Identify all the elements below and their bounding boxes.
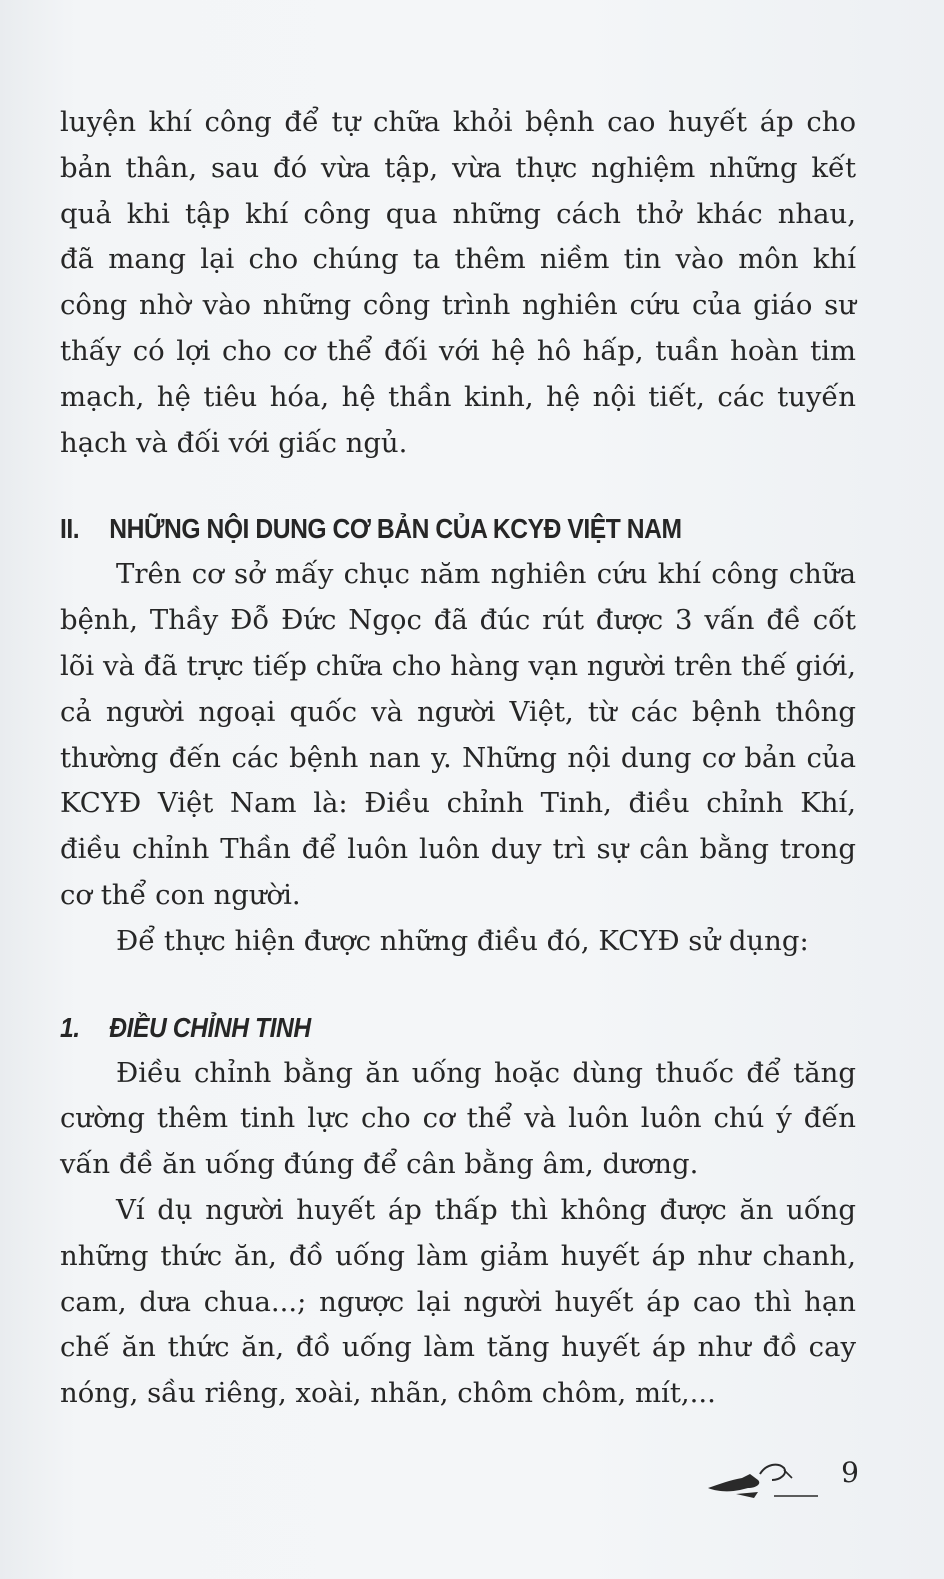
text-line: quả khi tập khí công qua những cách thở khác nhau,	[60, 197, 856, 230]
text-line: điều chỉnh Thần để luôn luôn duy trì sự cân bằng trong	[60, 833, 856, 866]
section-ii-paragraph-1	[60, 552, 856, 918]
text-line: cơ thể con người.	[60, 878, 301, 911]
text-line: thấy có lợi cho cơ thể đối với hệ hô hấp, tuần hoàn tim	[60, 334, 856, 367]
subsection-title: ĐIỀU CHỈNH TINH	[109, 1011, 311, 1043]
subsection-heading-1	[60, 1005, 760, 1051]
section-title: NHỮNG NỘI DUNG CƠ BẢN CỦA KCYĐ VIỆT NAM	[109, 513, 682, 545]
text-line: KCYĐ Việt Nam là: Điều chỉnh Tinh, điều chỉnh Khí,	[60, 787, 856, 820]
text-line: công nhờ vào những công trình nghiên cứu của giáo sư	[60, 289, 856, 322]
text-line: cường thêm tinh lực cho cơ thể và luôn luôn chú ý đến	[60, 1102, 856, 1135]
section-heading-ii	[60, 506, 760, 552]
intro-paragraph	[60, 100, 856, 466]
text-line: cả người ngoại quốc và người Việt, từ các bệnh thông	[60, 695, 856, 728]
text-line: lõi và đã trực tiếp chữa cho hàng vạn người trên thế giới,	[60, 649, 856, 682]
text-line: mạch, hệ tiêu hóa, hệ thần kinh, hệ nội tiết, các tuyến	[60, 380, 856, 413]
text-line: cam, dưa chua...; ngược lại người huyết áp cao thì hạn	[60, 1285, 856, 1318]
text-line: bản thân, sau đó vừa tập, vừa thực nghiệm những kết	[60, 151, 856, 184]
text-line: Điều chỉnh bằng ăn uống hoặc dùng thuốc để tăng	[116, 1056, 856, 1089]
text-line: chế ăn thức ăn, đồ uống làm tăng huyết áp như đồ cay	[60, 1331, 856, 1364]
text-line: luyện khí công để tự chữa khỏi bệnh cao huyết áp cho	[60, 106, 856, 138]
page-content	[60, 100, 856, 1417]
subsection-1-paragraph-1	[60, 1051, 856, 1188]
subsection-number: 1.	[60, 1011, 80, 1043]
text-line: bệnh, Thầy Đỗ Đức Ngọc đã đúc rút được 3 vấn đề cốt	[60, 604, 856, 637]
section-number: II.	[60, 513, 80, 545]
text-line: Để thực hiện được những điều đó, KCYĐ sử dụng:	[116, 924, 809, 957]
text-line: Trên cơ sở mấy chục năm nghiên cứu khí công chữa	[116, 558, 856, 591]
text-line: đã mang lại cho chúng ta thêm niềm tin vào môn khí	[60, 243, 856, 276]
subsection-1-paragraph-2	[60, 1188, 856, 1417]
section-ii-paragraph-2	[60, 919, 856, 965]
text-line: thường đến các bệnh nan y. Những nội dung cơ bản của	[60, 741, 856, 774]
text-line: vấn đề ăn uống đúng để cân bằng âm, dương.	[60, 1148, 699, 1181]
text-line: những thức ăn, đồ uống làm giảm huyết áp như chanh,	[60, 1239, 856, 1272]
page-number: 9	[841, 1456, 859, 1489]
text-line: Ví dụ người huyết áp thấp thì không được ăn uống	[116, 1193, 856, 1226]
text-line: nóng, sầu riêng, xoài, nhãn, chôm chôm, mít,...	[60, 1377, 716, 1410]
text-line: hạch và đối với giấc ngủ.	[60, 426, 408, 459]
